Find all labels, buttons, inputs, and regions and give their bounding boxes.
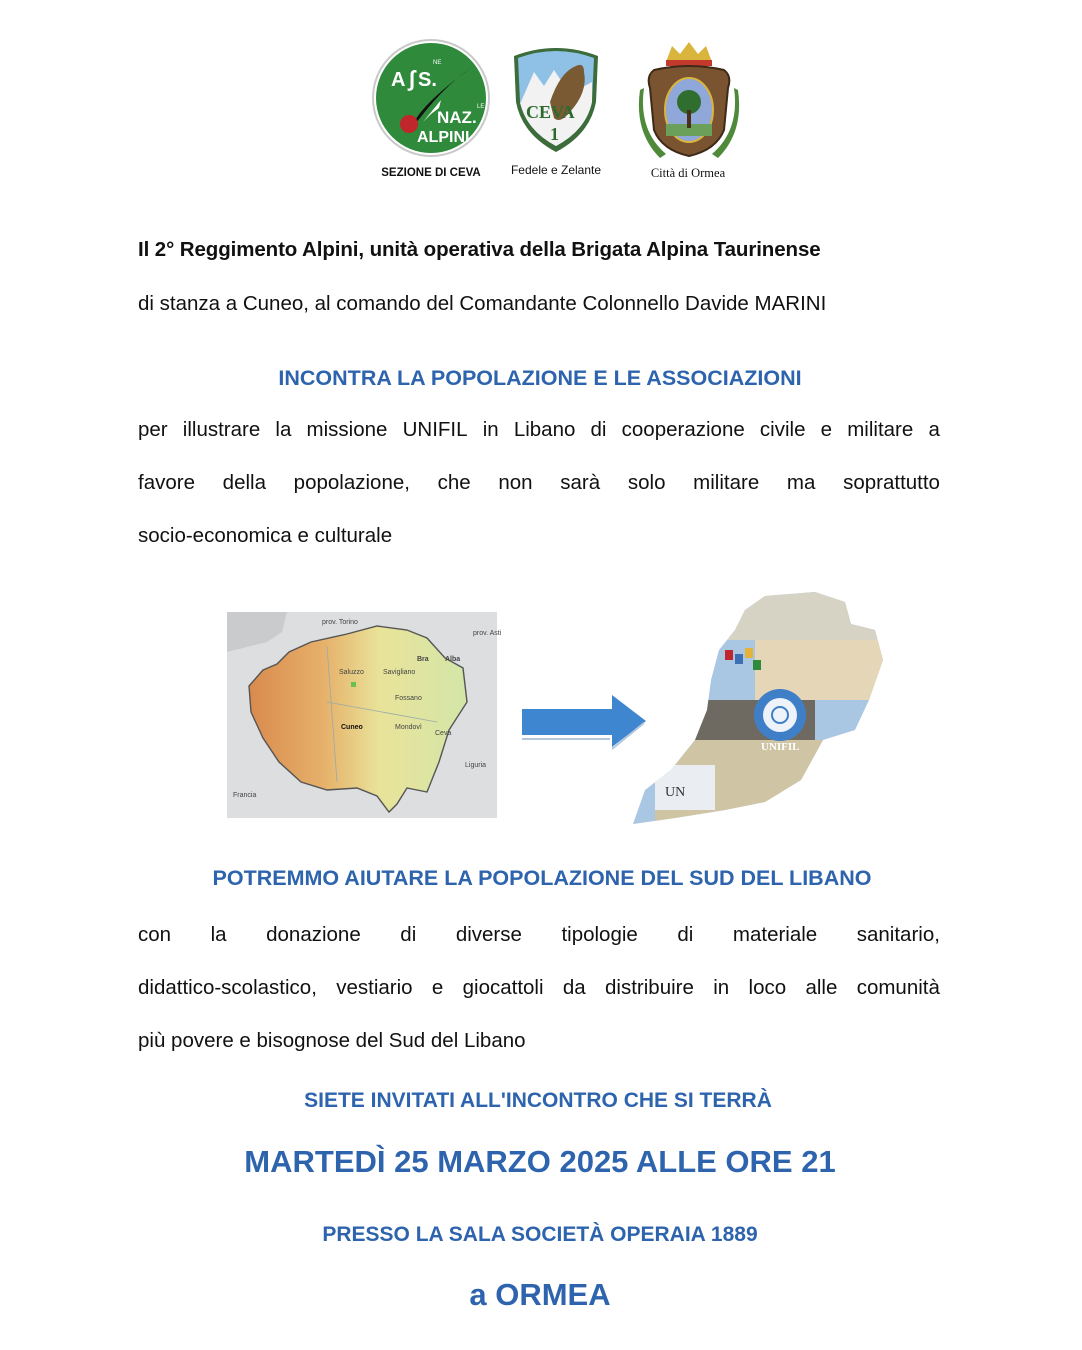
section1-line-2 (138, 471, 940, 495)
word: da (562, 976, 586, 999)
section1-heading: INCONTRA LA POPOLAZIONE E LE ASSOCIAZIONI (278, 366, 802, 390)
map-shape-icon (227, 612, 497, 818)
intro-subtitle: di stanza a Cuneo, al comando del Comandante Colonnello Davide MARINI (138, 292, 827, 315)
word: alle (805, 976, 838, 999)
map-label-mondovi: Mondovì (395, 724, 422, 731)
logo-ana-caption: SEZIONE DI CEVA (381, 167, 481, 179)
logo-ormea-caption: Città di Ormea (650, 166, 726, 180)
map-label-asti: prov. Asti (473, 630, 502, 637)
map-label-cuneo: Cuneo (341, 724, 363, 731)
svg-text:ALPINI: ALPINI (417, 129, 470, 146)
map-label-torino: prov. Torino (322, 619, 358, 626)
word: donazione (266, 923, 361, 946)
word: favore (138, 471, 195, 494)
logo-ana (371, 38, 491, 158)
lebanon-unifil-collage (615, 590, 890, 825)
ana-emblem-icon (371, 38, 491, 158)
word: per (138, 418, 168, 441)
word: solo (627, 471, 666, 494)
word: con (138, 923, 172, 946)
svg-text:A: A (391, 69, 406, 91)
word: Libano (513, 418, 576, 441)
map-label-liguria: Liguria (465, 762, 487, 769)
map-label-savigliano: Savigliano (383, 669, 416, 676)
word: militare (693, 471, 760, 494)
map-label-francia: Francia (233, 792, 257, 799)
section2-heading: POTREMMO AIUTARE LA POPOLAZIONE DEL SUD DEL LIBANO (212, 866, 872, 890)
intro-title: Il 2° Reggimento Alpini, unità operativa della Brigata Alpina Taurinense (138, 238, 821, 261)
event-invite: SIETE INVITATI ALL'INCONTRO CHE SI TERRÀ (304, 1089, 772, 1112)
word: e (431, 976, 444, 999)
word: UNIFIL (402, 418, 468, 441)
map-label-bra: Bra (417, 656, 429, 663)
svg-text:∫: ∫ (409, 66, 416, 91)
cuneo-province-map (227, 612, 502, 818)
map-label-alba: Alba (445, 656, 461, 663)
section2-line-1 (138, 923, 940, 947)
event-date: MARTEDÌ 25 MARZO 2025 ALLE ORE 21 (244, 1144, 836, 1179)
word: sarà (560, 471, 601, 494)
section2-line-3: più povere e bisognose del Sud del Libano (138, 1029, 526, 1052)
word: di (590, 418, 607, 441)
word: missione (306, 418, 388, 441)
word: la (275, 418, 292, 441)
word: di (400, 923, 417, 946)
svg-text:S.: S. (418, 69, 437, 91)
section1-line-1 (138, 418, 940, 442)
word: non (498, 471, 533, 494)
svg-text:UNIFIL: UNIFIL (761, 741, 800, 753)
map-label-saluzzo: Saluzzo (339, 669, 364, 676)
word: comunità (856, 976, 940, 999)
word: ma (786, 471, 816, 494)
word: illustrare (182, 418, 261, 441)
event-venue: PRESSO LA SALA SOCIETÀ OPERAIA 1889 (322, 1223, 758, 1246)
word: tipologie (561, 923, 638, 946)
event-place: a ORMEA (469, 1277, 611, 1312)
svg-text:1: 1 (550, 124, 559, 144)
section2-line-2 (138, 976, 940, 1000)
svg-text:LE: LE (477, 104, 485, 110)
word: a (928, 418, 940, 441)
section1-line-3: socio-economica e culturale (138, 524, 393, 547)
svg-text:NE: NE (433, 60, 442, 66)
svg-text:UN: UN (665, 785, 686, 800)
svg-text:NAZ.: NAZ. (437, 108, 477, 127)
logo-ceva-shield (510, 42, 602, 154)
map-label-fossano: Fossano (395, 695, 422, 702)
logo-ormea-crest (636, 40, 742, 166)
word: materiale (732, 923, 818, 946)
word: loco (748, 976, 787, 999)
word: di (677, 923, 694, 946)
word: distribuire (605, 976, 694, 999)
word: cooperazione (621, 418, 745, 441)
word: che (437, 471, 471, 494)
map-label-ceva: Ceva (435, 730, 452, 737)
word: civile (759, 418, 806, 441)
word: popolazione, (293, 471, 410, 494)
word: della (222, 471, 266, 494)
word: in (713, 976, 730, 999)
word: soprattutto (843, 471, 940, 494)
ceva-shield-icon (510, 42, 602, 154)
word: giocattoli (462, 976, 544, 999)
word: diverse (455, 923, 522, 946)
word: sanitario, (856, 923, 940, 946)
logo-ceva-caption: Fedele e Zelante (510, 163, 602, 177)
lebanon-map-icon (615, 590, 890, 825)
svg-text:CEVA: CEVA (526, 102, 575, 122)
word: vestiario (336, 976, 413, 999)
ormea-crest-icon (636, 40, 742, 166)
word: la (210, 923, 227, 946)
word: militare (847, 418, 914, 441)
word: e (820, 418, 833, 441)
word: didattico-scolastico, (138, 976, 317, 999)
word: in (482, 418, 499, 441)
